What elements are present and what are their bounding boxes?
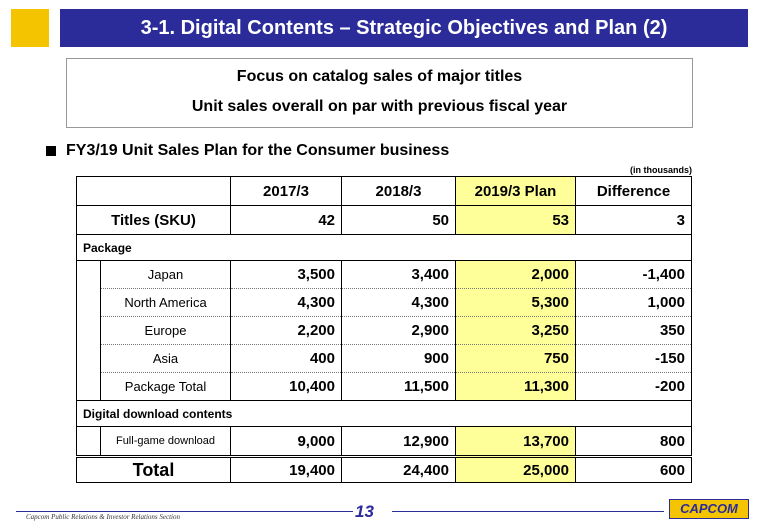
table-cell: 50 (342, 206, 456, 235)
table-row (77, 373, 692, 401)
square-bullet-icon (46, 146, 56, 156)
focus-box (66, 58, 693, 128)
table-row (77, 317, 692, 345)
table-cell: 900 (342, 345, 456, 373)
group-label: Package (77, 235, 692, 261)
table-cell: -200 (576, 373, 692, 401)
table-cell: 600 (576, 457, 692, 483)
table-cell: 2,900 (342, 317, 456, 345)
table-row (77, 261, 692, 289)
group-row (77, 401, 692, 427)
table-cell: 5,300 (456, 289, 576, 317)
page-number: 13 (355, 502, 374, 521)
section-heading-text: FY3/19 Unit Sales Plan for the Consumer business (66, 142, 450, 159)
row-label: North America (101, 289, 231, 317)
header-blank-cell (77, 177, 231, 206)
title-bar (60, 9, 748, 47)
table-cell: 3,250 (456, 317, 576, 345)
table-cell: 25,000 (456, 457, 576, 483)
indent-cell (77, 427, 101, 457)
table-cell: 3,400 (342, 261, 456, 289)
table-cell: 800 (576, 427, 692, 457)
table-row (77, 289, 692, 317)
table-cell: 24,400 (342, 457, 456, 483)
table-cell: 400 (231, 345, 342, 373)
table-cell: 4,300 (231, 289, 342, 317)
table-cell: 42 (231, 206, 342, 235)
accent-square (11, 9, 49, 47)
focus-line-1: Focus on catalog sales of major titles (236, 68, 523, 85)
group-label: Digital download contents (77, 401, 692, 427)
table-cell: 9,000 (231, 427, 342, 457)
table-cell: 750 (456, 345, 576, 373)
table-cell: 11,500 (342, 373, 456, 401)
footer-divider (16, 511, 353, 512)
table-header-row (77, 177, 692, 206)
table-cell: 3,500 (231, 261, 342, 289)
row-label: Package Total (101, 373, 231, 401)
row-label: Titles (SKU) (77, 206, 231, 235)
row-label: Asia (101, 345, 231, 373)
total-row (77, 457, 692, 483)
table-cell: 53 (456, 206, 576, 235)
column-header: 2017/3 (231, 177, 342, 206)
footer-text: Capcom Public Relations & Investor Relations Section (26, 513, 180, 521)
table-row (77, 206, 692, 235)
section-heading (46, 142, 449, 160)
table-cell: 350 (576, 317, 692, 345)
unit-sales-table (76, 176, 692, 483)
column-header: 2019/3 Plan (456, 177, 576, 206)
table-cell: 2,000 (456, 261, 576, 289)
table-cell: -150 (576, 345, 692, 373)
table-row (77, 345, 692, 373)
column-header: Difference (576, 177, 692, 206)
focus-line-2: Unit sales overall on par with previous fiscal year (191, 98, 568, 115)
table-row (77, 427, 692, 457)
row-label: Full-game download (101, 427, 231, 457)
table-cell: 3 (576, 206, 692, 235)
group-row (77, 235, 692, 261)
table-cell: 11,300 (456, 373, 576, 401)
table-cell: 1,000 (576, 289, 692, 317)
table-cell: -1,400 (576, 261, 692, 289)
column-header: 2018/3 (342, 177, 456, 206)
table-cell: 10,400 (231, 373, 342, 401)
table-cell: 2,200 (231, 317, 342, 345)
table-cell: 13,700 (456, 427, 576, 457)
page-title: 3-1. Digital Contents – Strategic Objectives and Plan (2) (140, 16, 668, 39)
row-label: Total (77, 457, 231, 483)
row-label: Europe (101, 317, 231, 345)
indent-cell (77, 261, 101, 401)
table-cell: 12,900 (342, 427, 456, 457)
units-note: (in thousands) (630, 165, 692, 175)
row-label: Japan (101, 261, 231, 289)
footer-divider (392, 511, 664, 512)
table-cell: 19,400 (231, 457, 342, 483)
capcom-logo: CAPCOM (669, 499, 749, 519)
table-cell: 4,300 (342, 289, 456, 317)
